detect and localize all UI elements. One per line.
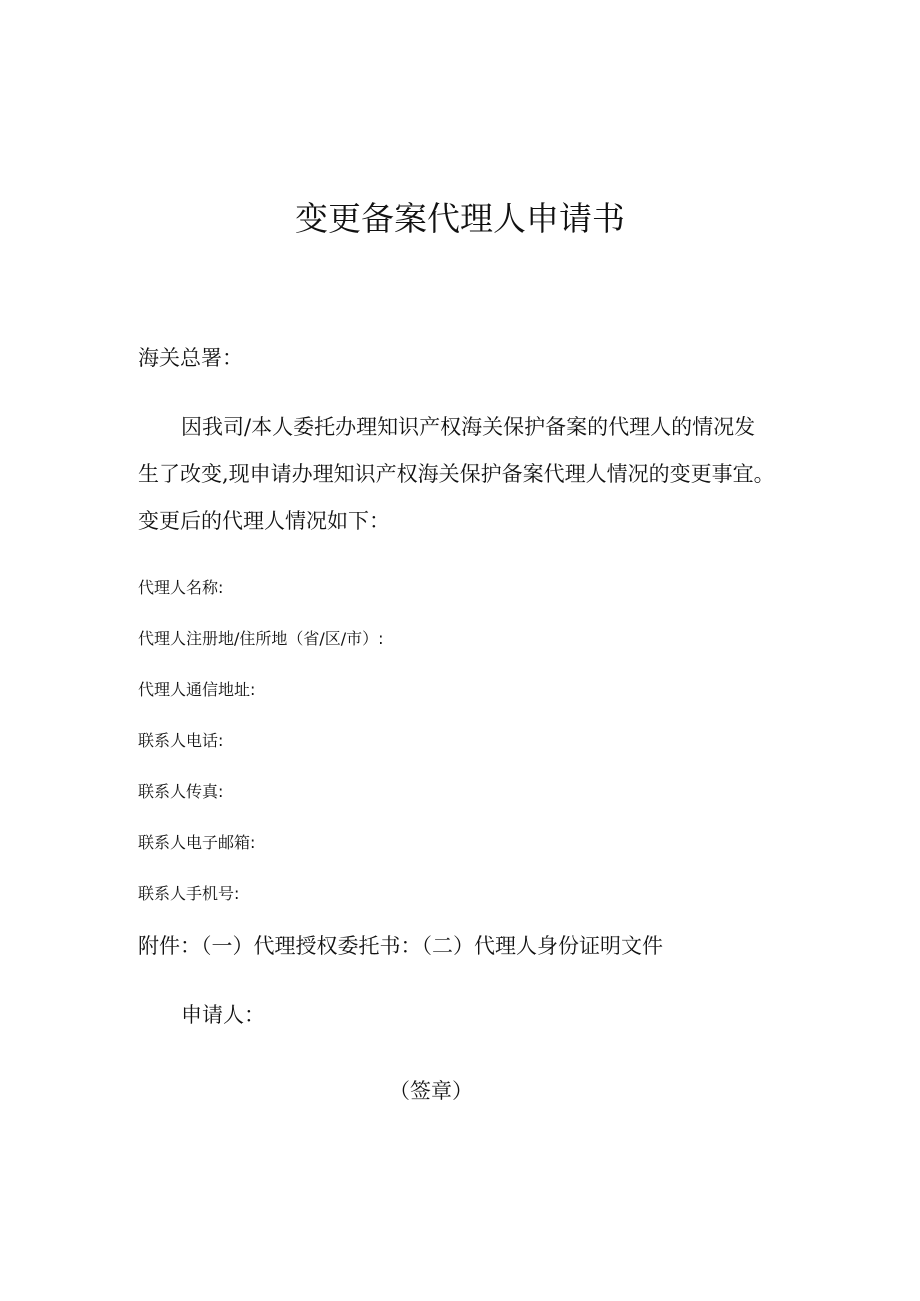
field-contact-email: 联系人电子邮箱: [138, 833, 256, 852]
field-contact-phone: 联系人电话: [138, 731, 224, 750]
field-agent-registered-address: 代理人注册地/住所地（省/区/市）: [138, 629, 384, 648]
body-line: 因我司/本人委托办理知识产权海关保护备案的代理人的情况发 [181, 415, 756, 439]
body-paragraph [138, 404, 798, 545]
applicant-label: 申请人： [181, 1003, 265, 1027]
document-title: 变更备案代理人申请书 [295, 199, 625, 238]
attachments-line: 附件：（一）代理授权委托书：（二）代理人身份证明文件 [138, 934, 663, 958]
body-line: 生了改变,现申请办理知识产权海关保护备案代理人情况的变更事宜。 [138, 462, 775, 486]
salutation: 海关总署： [138, 346, 243, 370]
field-contact-fax: 联系人传真: [138, 782, 224, 801]
body-line: 变更后的代理人情况如下： [138, 509, 390, 533]
field-contact-mobile: 联系人手机号: [138, 884, 240, 903]
field-agent-mailing-address: 代理人通信地址: [138, 680, 256, 699]
field-agent-name: 代理人名称: [138, 578, 224, 597]
seal-label: （签章） [389, 1079, 473, 1103]
agent-info-fields [138, 574, 384, 931]
